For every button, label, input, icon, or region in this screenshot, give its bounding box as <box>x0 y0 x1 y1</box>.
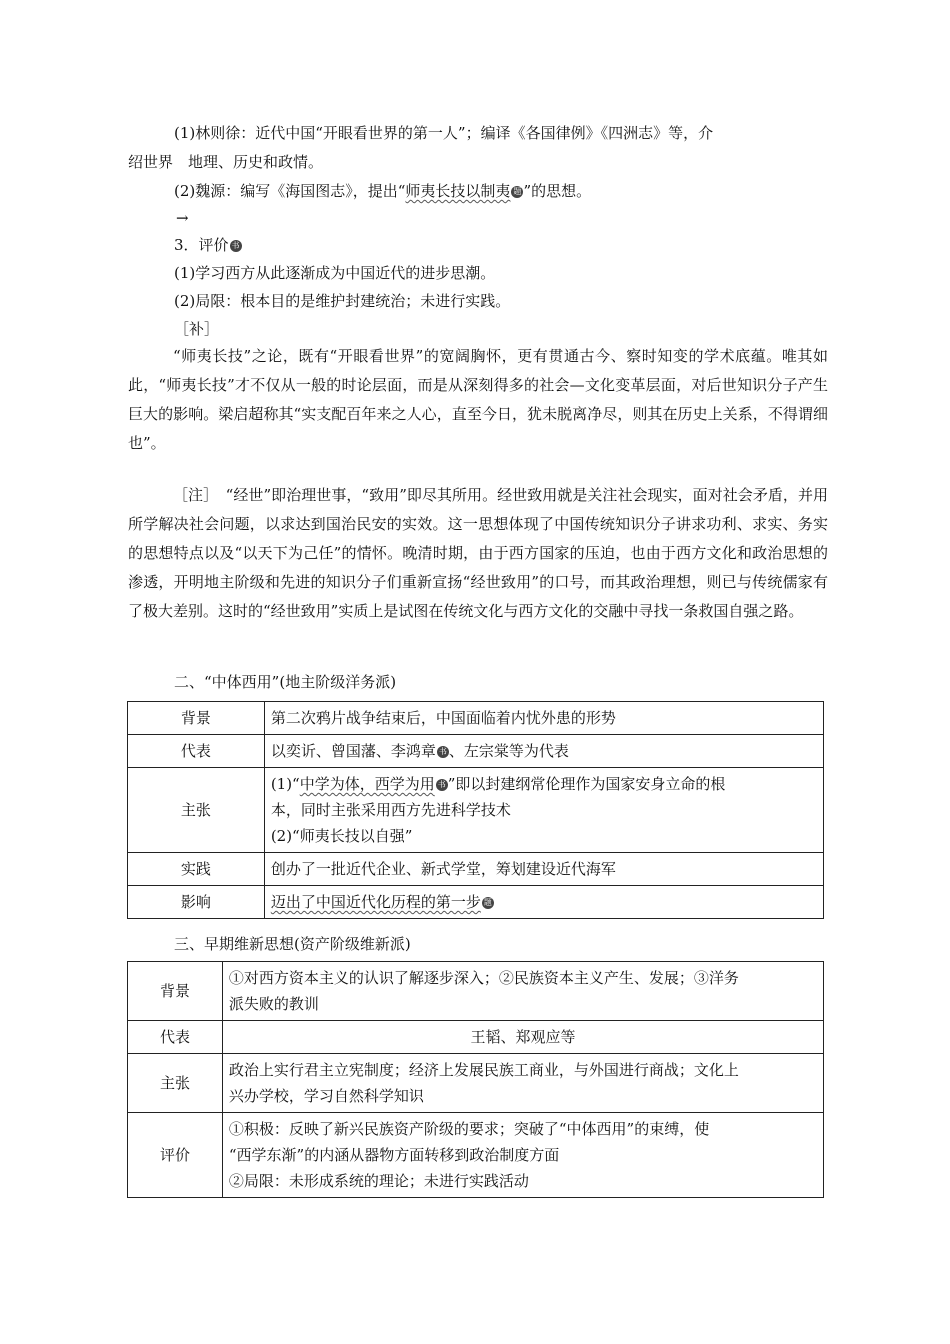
supplement-label: ［补］ <box>174 320 220 338</box>
evaluation-point-2: (2)局限：根本目的是维护封建统治；未进行实践。 <box>174 292 511 310</box>
table-row <box>128 886 824 919</box>
annotation-mark-icon: 书 <box>231 241 240 250</box>
yangwu-table <box>127 701 824 919</box>
row-value: ①积极：反映了新兴民族资产阶级的要求；突破了“中体西用”的束缚，使 “西学东渐”的内涵从器物方面转移到政治制度方面 ②局限：未形成系统的理论；未进行实践活动 <box>222 1113 823 1198</box>
item-lin-zexu-line2: 绍世界 地理、历史和政情。 <box>128 153 324 171</box>
weixin-table <box>127 961 824 1198</box>
table-row <box>128 735 824 768</box>
item-wei-yuan: (2)魏源：编写《海国图志》，提出“师夷长技以制夷 题 ”的思想。 <box>174 182 592 200</box>
item-lin-zexu-line1: (1)林则徐：近代中国“开眼看世界的第一人”；编译《各国律例》《四洲志》等，介 <box>174 124 714 142</box>
section2-title: 二、“中体西用”(地主阶级洋务派) <box>174 673 397 691</box>
row-value: ①对西方资本主义的认识了解逐步深入；②民族资本主义产生、发展；③洋务 派失败的教训 <box>222 962 823 1021</box>
row-value: 创办了一批近代企业、新式学堂，筹划建设近代海军 <box>264 853 823 886</box>
wavy-emphasis: 师夷长技以制夷 <box>405 182 511 200</box>
table-row <box>128 1113 824 1198</box>
table-row <box>128 1021 824 1054</box>
row-label: 背景 <box>128 962 223 1021</box>
row-value: 政治上实行君主立宪制度；经济上发展民族工商业，与外国进行商战；文化上 兴办学校，学习自然科学知识 <box>222 1054 823 1113</box>
wavy-emphasis: 迈出了中国近代化历程的第一步 <box>270 893 481 911</box>
table-row <box>128 768 824 853</box>
annotation-mark-icon: 题 <box>483 898 492 907</box>
row-value: (1)“中学为体，西学为用 书 ”即以封建纲常伦理作为国家安身立命的根 本，同时主张采用西方先进科学技术 (2)“师夷长技以自强” <box>264 768 823 853</box>
section3-title: 三、早期维新思想(资产阶级维新派) <box>174 935 411 953</box>
row-value: 以奕䜣、曾国藩、李鸿章 书 、左宗棠等为代表 <box>264 735 823 768</box>
row-label: 实践 <box>128 853 265 886</box>
row-label: 评价 <box>128 1113 223 1198</box>
row-value <box>264 886 823 919</box>
table-row <box>128 702 824 735</box>
row-value: 王韬、郑观应等 <box>222 1021 823 1054</box>
row-label: 代表 <box>128 1021 223 1054</box>
table-row <box>128 1054 824 1113</box>
row-label: 背景 <box>128 702 265 735</box>
annotation-mark-icon: 题 <box>513 187 522 196</box>
wavy-emphasis: 中学为体，西学为用 <box>299 775 435 793</box>
row-label: 主张 <box>128 768 265 853</box>
table-row <box>128 962 824 1021</box>
table-row <box>128 853 824 886</box>
evaluation-point-1: (1)学习西方从此逐渐成为中国近代的进步思潮。 <box>174 264 496 282</box>
annotation-mark-icon: 书 <box>438 747 447 756</box>
evaluation-heading: 3．评价 书 <box>174 236 240 254</box>
note-paragraph: ［注］ “经世”即治理世事，“致用”即尽其所用。经世致用就是关注社会现实，面对社会矛盾，并用所学解决社会问题，以求达到国治民安的实效。这一思想体现了中国传统知识分子讲求功利、求实、务实的思想特点以及“以天下为己任”的情怀。晚清时期，由于西方国家的压迫，也由于西方文化和政治思想的渗透，开明地主阶级和先进的知识分子们重新宣扬“经世致用”的口号，而其政治理想，则已与传统儒家有了极大差别。这时的“经世致用”实质上是试图在传统文化与西方文化的交融中寻找一条救国自强之路。 <box>128 486 828 620</box>
annotation-mark-icon: 书 <box>437 780 446 789</box>
row-label: 代表 <box>128 735 265 768</box>
row-label: 影响 <box>128 886 265 919</box>
supplement-paragraph: “师夷长技”之论，既有“开眼看世界”的宽阔胸怀，更有贯通古今、察时知变的学术底蕴。唯其如此，“师夷长技”才不仅从一般的时论层面，而是从深刻得多的社会—文化变革层面，对后世知识分子产生巨大的影响。梁启超称其“实支配百年来之人心，直至今日，犹未脱离净尽，则其在历史上关系，不得谓细也”。 <box>128 347 828 452</box>
arrow-symbol: → <box>176 209 189 227</box>
row-label: 主张 <box>128 1054 223 1113</box>
row-value: 第二次鸦片战争结束后，中国面临着内忧外患的形势 <box>264 702 823 735</box>
